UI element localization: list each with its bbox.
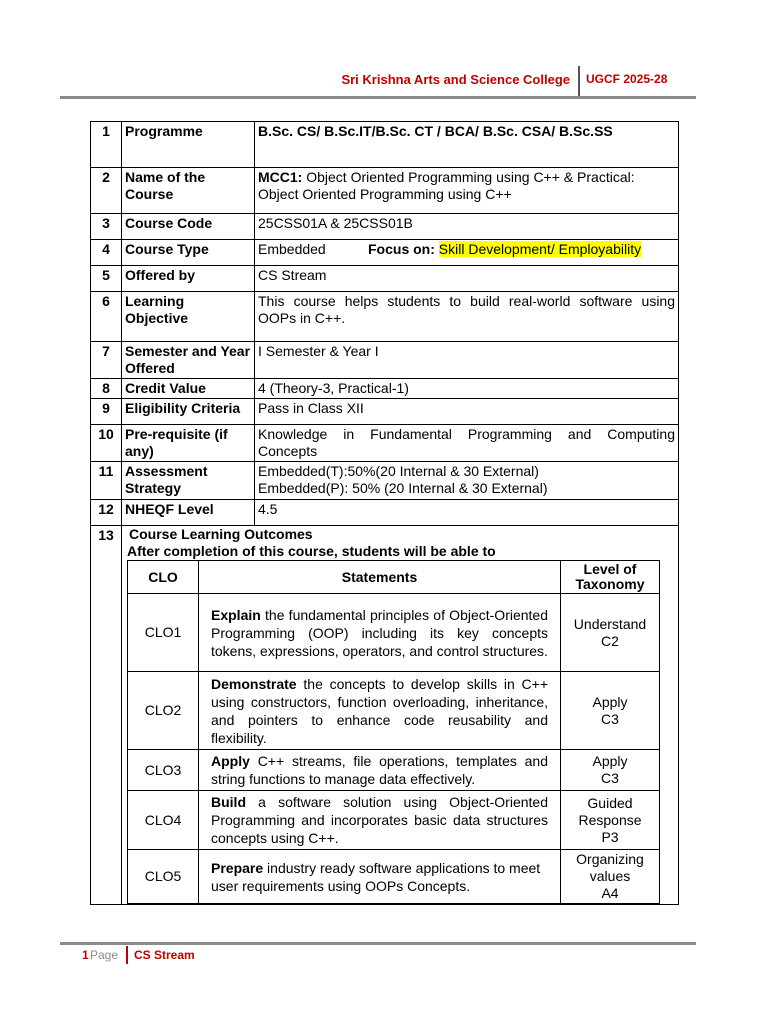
row-label: Eligibility Criteria [122,399,255,425]
level-name: Understand [573,615,647,632]
row-value: Pass in Class XII [255,399,679,425]
clo-row [128,791,660,850]
clo-text: industry ready software applications to meet user requirements using OOPs Concepts. [211,859,541,894]
clo-level [561,750,660,791]
row-number: 13 [91,526,122,905]
footer-rule [60,942,696,945]
clo-statement [199,750,561,791]
row-value: I Semester & Year I [255,342,679,379]
assessment-theory: Embedded(T):50%(20 Internal & 30 External) [258,463,539,479]
row-label: NHEQF Level [122,500,255,526]
outcomes-subtitle: After completion of this course, students will be able to [127,543,496,559]
level-code: C2 [601,632,619,649]
table-row [91,425,679,462]
row-number: 8 [91,379,122,399]
table-row [91,168,679,214]
level-name: Guided Response [578,794,642,828]
table-row [91,292,679,342]
footer-stream: CS Stream [134,948,195,962]
clo-table [127,560,660,904]
row-number: 3 [91,214,122,240]
row-label: Course Type [122,240,255,266]
row-label: Learning Objective [122,292,255,342]
clo-statement [199,850,561,904]
clo-text: C++ streams, file operations, templates and string functions to manage data effectively. [211,753,548,787]
row-label: Name of the Course [122,168,255,214]
clo-level [561,672,660,750]
clo-id: CLO1 [128,594,199,672]
table-row [91,342,679,379]
clo-level [561,594,660,672]
level-name: Apply [592,693,628,710]
outcomes-row [91,526,679,905]
curriculum-code: UGCF 2025-28 [586,72,668,86]
header-rule [60,96,696,99]
clo-id: CLO3 [128,750,199,791]
outcomes-title: Course Learning Outcomes [129,526,313,542]
footer-divider [126,946,128,964]
row-number: 1 [91,122,122,168]
row-value [255,168,679,214]
row-value: 25CSS01A & 25CSS01B [255,214,679,240]
level-code: C3 [601,710,619,727]
row-label: Credit Value [122,379,255,399]
course-code-prefix: MCC1: [258,169,303,185]
row-label: Course Code [122,214,255,240]
clo-verb: Apply [211,753,250,769]
college-name: Sri Krishna Arts and Science College [341,72,570,87]
row-value: B.Sc. CS/ B.Sc.IT/B.Sc. CT / BCA/ B.Sc. CSA/ B.Sc.SS [255,122,679,168]
row-value: 4 (Theory-3, Practical-1) [255,379,679,399]
clo-id: CLO5 [128,850,199,904]
row-value [255,240,679,266]
clo-verb: Build [211,794,246,810]
level-code: P3 [601,828,619,845]
row-number: 4 [91,240,122,266]
row-value [255,462,679,500]
row-number: 6 [91,292,122,342]
clo-statement [199,791,561,850]
level-code: A4 [601,885,619,901]
course-details-table [90,121,679,905]
table-row [91,122,679,168]
page-number: 1 [82,948,89,962]
clo-id: CLO2 [128,672,199,750]
statements-header: Statements [199,561,561,594]
row-number: 7 [91,342,122,379]
row-label: Pre-requisite (if any) [122,425,255,462]
page-label: Page [90,948,119,962]
header-divider [578,66,580,96]
row-value: This course helps students to build real-world software using OOPs in C++. [255,292,679,342]
table-row [91,214,679,240]
row-value: 4.5 [255,500,679,526]
row-number: 9 [91,399,122,425]
table-row [91,379,679,399]
level-name: Organizing values [576,851,644,884]
clo-verb: Prepare [211,859,264,876]
row-label: Semester and Year Offered [122,342,255,379]
clo-row [128,594,660,672]
table-row [91,240,679,266]
row-value: CS Stream [255,266,679,292]
row-number: 2 [91,168,122,214]
outcomes-cell [122,526,679,905]
row-value: Knowledge in Fundamental Programming and Computing Concepts [255,425,679,462]
course-type: Embedded [258,241,326,257]
clo-verb: Explain [211,606,261,623]
clo-level [561,791,660,850]
row-number: 12 [91,500,122,526]
assessment-practical: Embedded(P): 50% (20 Internal & 30 External) [258,480,548,496]
clo-row [128,672,660,750]
focus-label: Focus on: [368,241,435,257]
clo-header: CLO [128,561,199,594]
clo-statement [199,594,561,672]
level-code: C3 [601,770,619,786]
table-row [91,266,679,292]
level-header: Level of Taxonomy [561,561,660,594]
clo-statement [199,672,561,750]
row-number: 10 [91,425,122,462]
level-name: Apply [592,753,628,769]
clo-row [128,850,660,904]
clo-verb: Demonstrate [211,675,297,692]
table-row [91,462,679,500]
focus-value: Skill Development/ Employability [438,241,642,257]
clo-id: CLO4 [128,791,199,850]
table-row [91,500,679,526]
clo-text: the concepts to develop skills in C++ using constructors, function overloading, inheritance, and pointers to enhance code reusability and flexibility. [211,675,549,746]
row-number: 11 [91,462,122,500]
clo-row [128,750,660,791]
row-label: Programme [122,122,255,168]
clo-text: a software solution using Object-Oriented Programming and incorporates basic data structures concepts using C++. [211,794,548,846]
course-name: Object Oriented Programming using C++ & Practical: Object Oriented Programming using C++ [258,169,635,202]
row-label: Offered by [122,266,255,292]
table-row [91,399,679,425]
clo-text: the fundamental principles of Object-Oriented Programming (OOP) including its key concepts tokens, expressions, operators, and control structures. [211,606,548,659]
clo-header-row [128,561,660,594]
row-number: 5 [91,266,122,292]
row-label: Assessment Strategy [122,462,255,500]
clo-level [561,850,660,904]
